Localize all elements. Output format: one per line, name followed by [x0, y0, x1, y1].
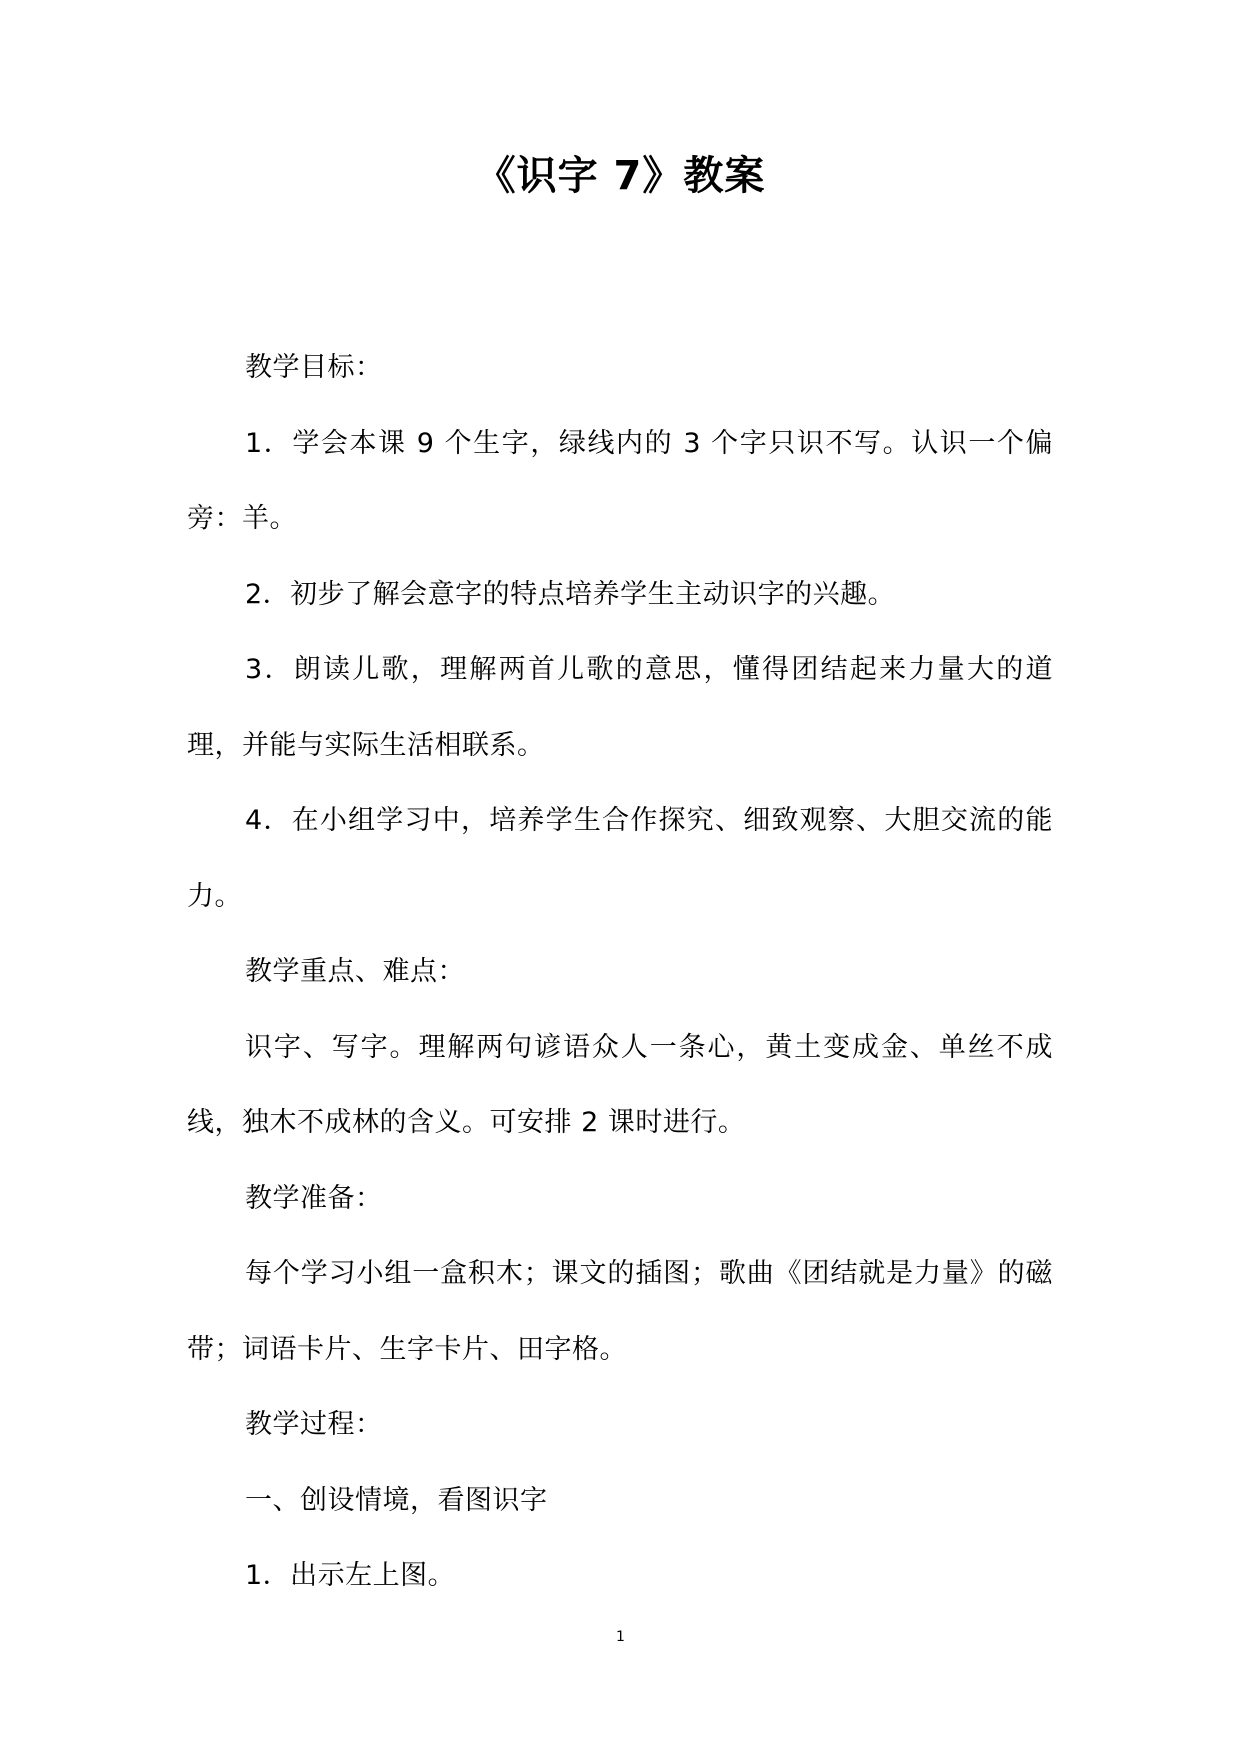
- page-number: 1: [616, 1629, 625, 1645]
- preparation-paragraph: 每个学习小组一盒积木；课文的插图；歌曲《团结就是力量》的磁带；词语卡片、生字卡片、田字格。: [187, 1258, 1053, 1365]
- process-item-1: 1．出示左上图。: [245, 1560, 456, 1591]
- section-heading-key-points: 教学重点、难点：: [245, 956, 465, 987]
- objective-item-1: 1．学会本课 9 个生字，绿线内的 3 个字只识不写。认识一个偏旁：羊。: [187, 427, 1053, 534]
- objective-item-4: 4．在小组学习中，培养学生合作探究、细致观察、大胆交流的能力。: [187, 805, 1053, 912]
- objective-item-3: 3．朗读儿歌，理解两首儿歌的意思，懂得团结起来力量大的道理，并能与实际生活相联系。: [187, 654, 1053, 761]
- section-heading-objectives: 教学目标：: [245, 352, 383, 383]
- key-points-paragraph: 识字、写字。理解两句谚语众人一条心，黄土变成金、单丝不成线，独木不成林的含义。可安排 2 课时进行。: [187, 1031, 1053, 1138]
- document-body: [187, 330, 1053, 1614]
- section-heading-process: 教学过程：: [245, 1409, 383, 1440]
- document-title: 《识字 7》教案: [475, 153, 766, 199]
- objective-item-2: 2．初步了解会意字的特点培养学生主动识字的兴趣。: [245, 578, 896, 610]
- section-heading-preparation: 教学准备：: [245, 1182, 383, 1214]
- process-step-heading: 一、创设情境，看图识字: [245, 1484, 548, 1516]
